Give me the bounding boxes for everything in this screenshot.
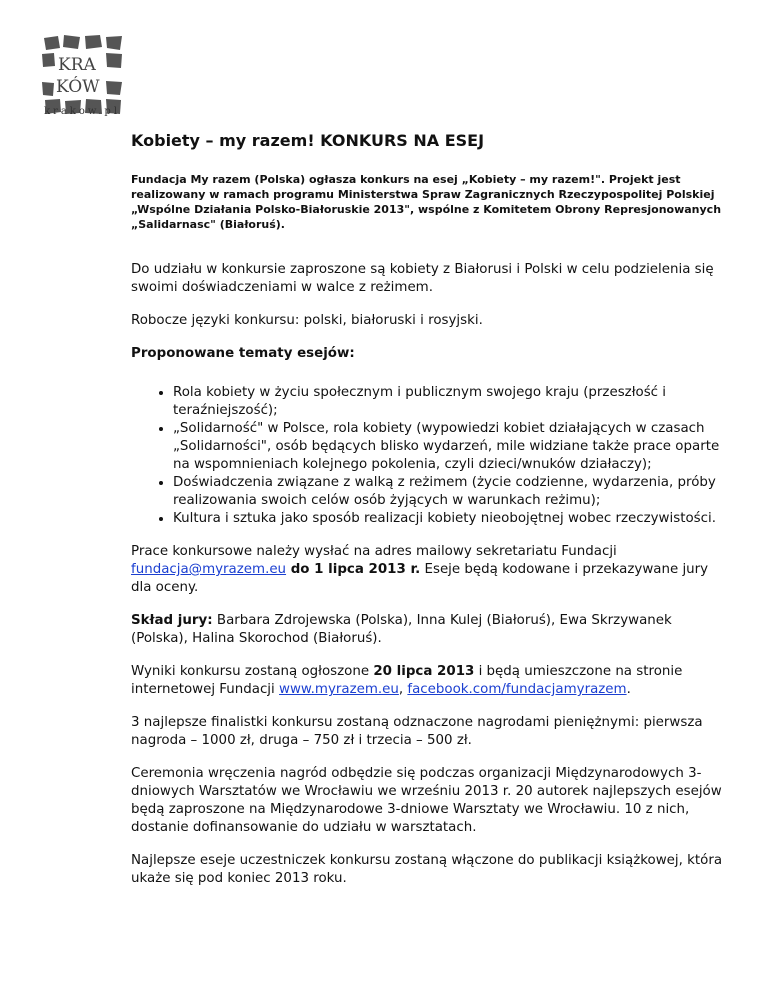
publication-paragraph: Najlepsze eseje uczestniczek konkursu zostaną włączone do publikacji książkowej, która ukaże się pod koniec 2013 roku. [131,853,723,886]
topics-list [131,384,731,528]
topics-heading: Proponowane tematy esejów: [131,346,355,361]
prizes-paragraph: 3 najlepsze finalistki konkursu zostaną odznaczone nagrodami pieniężnymi: pierwsza nagroda – 1000 zł, druga – 750 zł i trzecia – 500 zł. [131,715,703,748]
logo-caption: krakow.pl [44,106,121,117]
article [131,131,731,903]
list-item: • „Solidarność" w Polsce, rola kobiety (wypowiedzi kobiet działających w czasach „Solidarności", osób będących blisko wydarzeń, mile widziane także prace oparte na wspomnieniach kolejnego pokolenia, czyli dzieci/wnuków działaczy); [173,420,731,474]
facebook-link[interactable]: facebook.com/fundacjamyrazem [407,682,627,697]
jury-label: Skład jury: [131,613,213,628]
results-text-middle: i będą umieszczone na stronie internetowej Fundacji [131,664,683,697]
list-item: • Rola kobiety w życiu społecznym i publicznym swojego kraju (przeszłość i teraźniejszość); [173,384,731,420]
results-date: 20 lipca 2013 [373,664,475,679]
submission-paragraph [131,543,731,597]
intro-paragraph: Do udziału w konkursie zaproszone są kobiety z Białorusi i Polski w celu podzielenia się swoimi doświadczeniami w walce z reżimem. [131,262,714,295]
page-title: Kobiety – my razem! KONKURS NA ESEJ [131,131,485,150]
logo-word-bottom: KÓW [56,77,100,97]
lead-paragraph: Fundacja My razem (Polska) ogłasza konkurs na esej „Kobiety – my razem!". Projekt jest realizowany w ramach programu Ministerstwa Spraw Zagranicznych Rzeczypospolitej Polskiej „Wspólne Działania Polsko-Białoruskie 2013", wspólne z Komitetem Obrony Represjonowanych „Salidarnasc" (Białoruś). [131,173,722,231]
results-text: Wyniki konkursu zostaną ogłoszone [131,664,374,679]
list-item: • Kultura i sztuka jako sposób realizacji kobiety nieobojętnej wobec rzeczywistości. [173,510,731,528]
languages-paragraph: Robocze języki konkursu: polski, białoruski i rosyjski. [131,313,483,328]
deadline: do 1 lipca 2013 r. [286,562,421,577]
results-end: . [626,682,631,697]
website-link[interactable]: www.myrazem.eu [279,682,399,697]
jury-paragraph [131,612,731,648]
email-link[interactable]: fundacja@myrazem.eu [131,562,287,577]
logo-word-top: KRA [58,55,96,75]
list-item: • Doświadczenia związane z walką z reżimem (życie codzienne, wydarzenia, próby realizowania swoich celów osób żyjących w warunkach reżimu); [173,474,731,510]
submission-text-after: Eseje będą kodowane i przekazywane jury dla oceny. [131,562,709,595]
results-separator: , [398,682,408,697]
submission-text: Prace konkursowe należy wysłać na adres mailowy sekretariatu Fundacji [131,544,617,559]
ceremony-paragraph: Ceremonia wręczenia nagród odbędzie się podczas organizacji Międzynarodowych 3-dniowych Warsztatów we Wrocławiu we wrześniu 2013 r. 20 autorek najlepszych esejów będą zaproszone na Międzynarodowe 3-dniowe Warsztaty we Wrocławiu. 10 z nich, dostanie dofinansowanie do udziału w warsztatach. [131,766,722,835]
jury-members: Barbara Zdrojewska (Polska), Inna Kulej (Białoruś), Ewa Skrzywanek (Polska), Halina Skorochod (Białoruś). [131,613,672,646]
results-paragraph [131,663,731,699]
